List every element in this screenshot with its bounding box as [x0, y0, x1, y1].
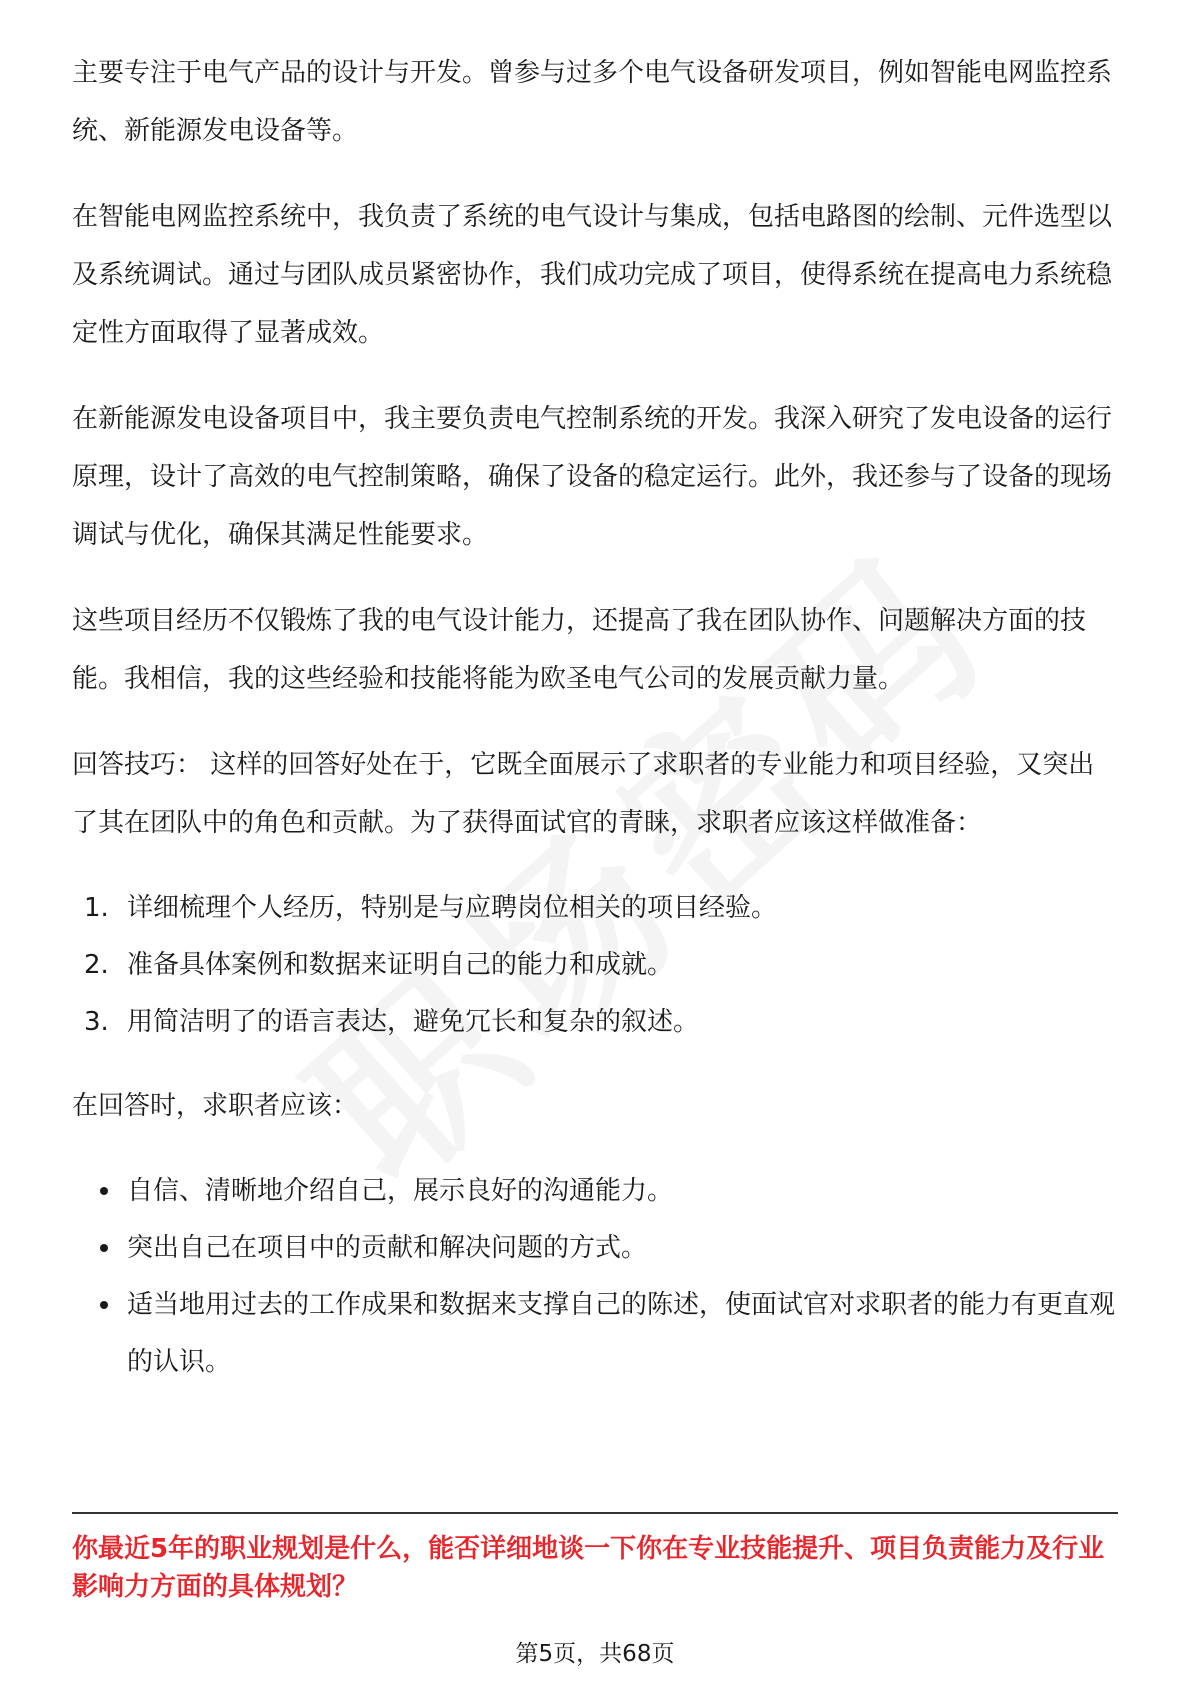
paragraph-summary: 这些项目经历不仅锻炼了我的电气设计能力，还提高了我在团队协作、问题解决方面的技能。我相信，我的这些经验和技能将能为欧圣电气公司的发展贡献力量。 [72, 606, 1087, 694]
paragraph-answer-tips: 回答技巧： 这样的回答好处在于，它既全面展示了求职者的专业能力和项目经验，又突出了其在团队中的角色和贡献。为了获得面试官的青睐，求职者应该这样做准备： [72, 750, 1095, 838]
bullet-icon [100, 1301, 108, 1309]
list-item-text: 自信、清晰地介绍自己，展示良好的沟通能力。 [127, 1176, 674, 1206]
paragraph-smart-grid: 在智能电网监控系统中，我负责了系统的电气设计与集成，包括电路图的绘制、元件选型以及系统调试。通过与团队成员紧密协作，我们成功完成了项目，使得系统在提高电力系统稳定性方面取得了显著成效。 [72, 202, 1113, 348]
list-item [72, 1220, 1118, 1277]
paragraph-new-energy: 在新能源发电设备项目中，我主要负责电气控制系统的开发。我深入研究了发电设备的运行原理，设计了高效的电气控制策略，确保了设备的稳定运行。此外，我还参与了设备的现场调试与优化，确保其满足性能要求。 [72, 404, 1113, 550]
list-item [72, 937, 1118, 994]
preparation-steps-list [72, 880, 1118, 1051]
list-item [72, 1163, 1118, 1220]
list-number: 2. [84, 950, 109, 980]
page-number: 第5页，共68页 [515, 1641, 675, 1667]
bullet-icon [100, 1187, 108, 1195]
section-divider [72, 1512, 1118, 1514]
answer-tips-list [72, 1163, 1118, 1391]
page-content [72, 44, 1118, 1417]
next-question-heading: 你最近5年的职业规划是什么，能否详细地谈一下你在专业技能提升、项目负责能力及行业影响力方面的具体规划？ [72, 1534, 1105, 1602]
list-item-text: 详细梳理个人经历，特别是与应聘岗位相关的项目经验。 [127, 893, 778, 923]
bullet-icon [100, 1244, 108, 1252]
paragraph-answer-intro: 在回答时，求职者应该： [72, 1091, 359, 1121]
list-item [72, 880, 1118, 937]
list-item-text: 适当地用过去的工作成果和数据来支撑自己的陈述，使面试官对求职者的能力有更直观的认识。 [127, 1290, 1116, 1377]
list-item-text: 用简洁明了的语言表达，避免冗长和复杂的叙述。 [127, 1007, 700, 1037]
list-number: 3. [84, 1007, 109, 1037]
list-item [72, 994, 1118, 1051]
paragraph-intro: 主要专注于电气产品的设计与开发。曾参与过多个电气设备研发项目，例如智能电网监控系统、新能源发电设备等。 [72, 58, 1113, 146]
list-item-text: 准备具体案例和数据来证明自己的能力和成就。 [127, 950, 674, 980]
list-item-text: 突出自己在项目中的贡献和解决问题的方式。 [127, 1233, 648, 1263]
list-number: 1. [84, 893, 109, 923]
list-item [72, 1277, 1118, 1391]
